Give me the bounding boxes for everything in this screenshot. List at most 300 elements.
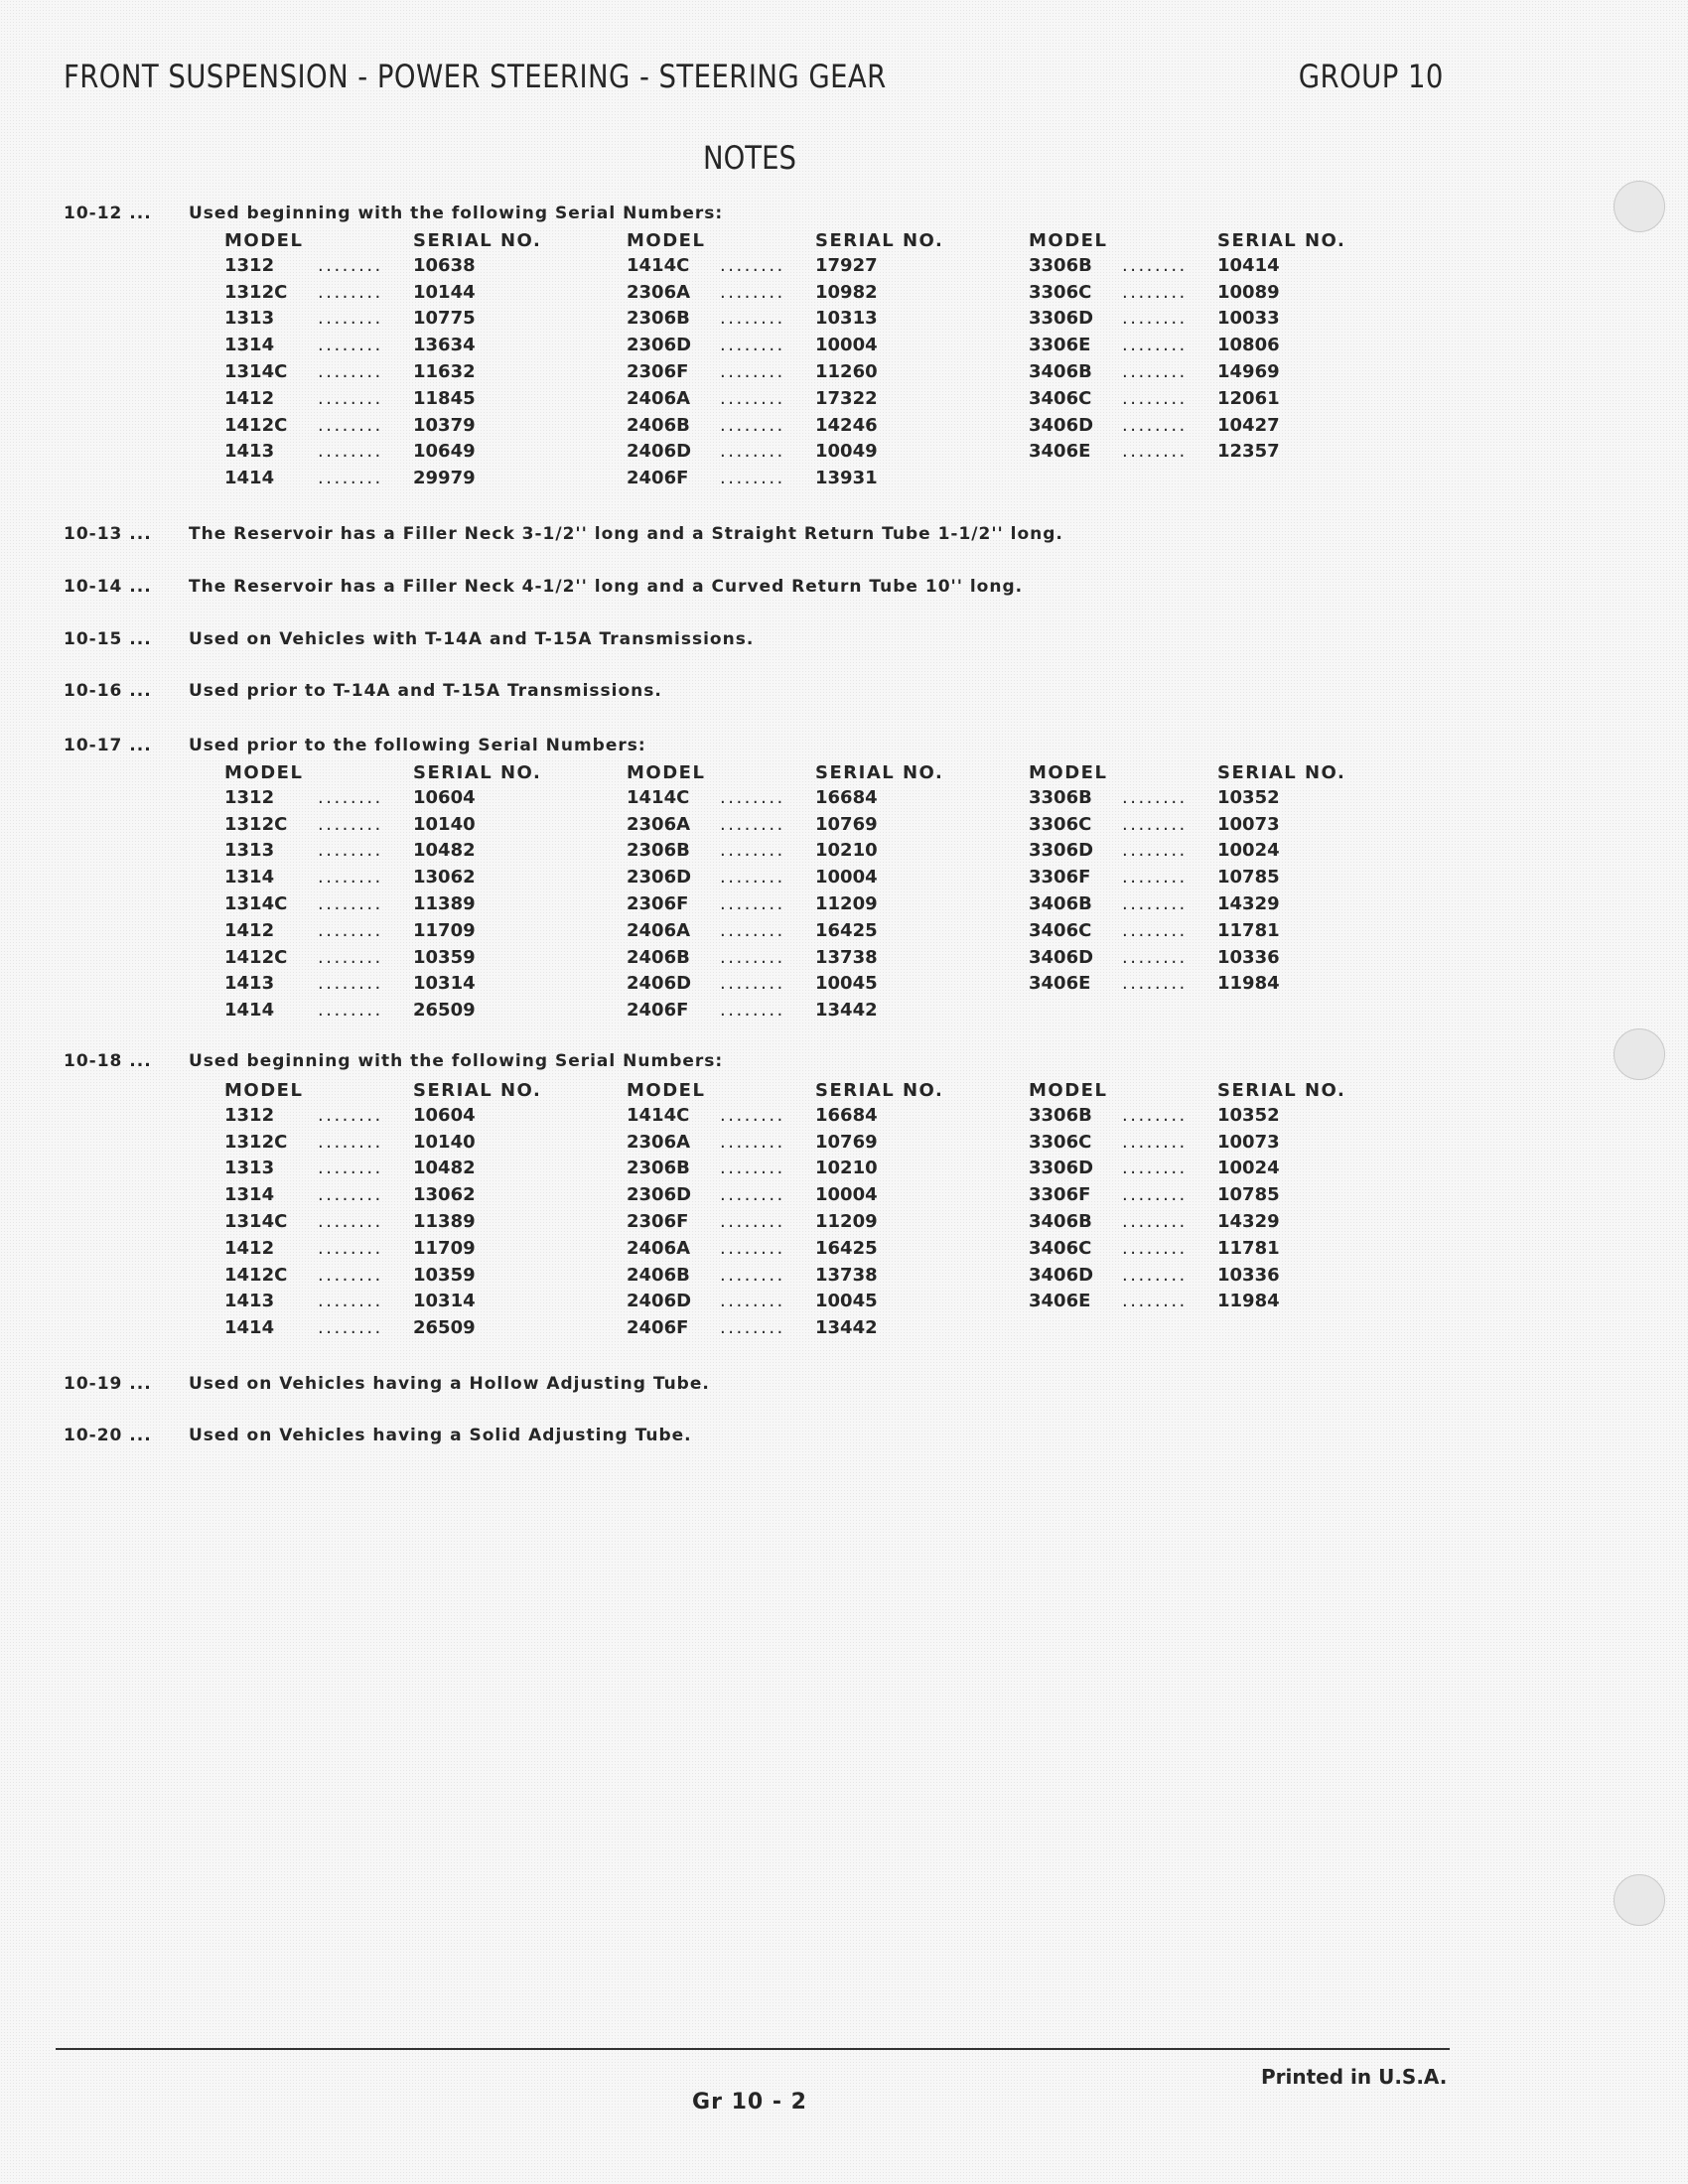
leader-dots: ........ [720, 1264, 785, 1286]
serial-cell: 13442 [815, 1000, 878, 1022]
table-row [224, 252, 1431, 279]
leader-dots: ........ [318, 813, 383, 835]
model-cell: 3406E [1029, 973, 1091, 995]
serial-column-header: SERIAL NO. [1217, 1079, 1346, 1101]
model-column-header: MODEL [627, 229, 706, 251]
model-cell: 3406D [1029, 414, 1094, 436]
model-cell: 3306D [1029, 1158, 1094, 1179]
model-cell: 1314C [224, 1211, 288, 1233]
serial-cell: 11984 [1217, 973, 1280, 995]
leader-dots: ........ [318, 893, 383, 915]
serial-cell: 10024 [1217, 840, 1280, 862]
leader-dots: ........ [1122, 1264, 1188, 1286]
table-row [224, 1181, 1431, 1208]
serial-cell: 10806 [1217, 335, 1280, 356]
leader-dots: ........ [1122, 1211, 1188, 1233]
model-cell: 3406C [1029, 387, 1092, 409]
note-10-19 [64, 1374, 710, 1394]
leader-dots: ........ [720, 1104, 785, 1126]
table-row [224, 385, 1431, 412]
note-ref: 10-17 ... [64, 736, 152, 755]
serial-cell: 11781 [1217, 1237, 1280, 1259]
note-10-13 [64, 524, 1063, 544]
model-cell: 3306E [1029, 335, 1091, 356]
leader-dots: ........ [720, 1291, 785, 1312]
note-text: Used prior to the following Serial Numbers: [189, 736, 646, 755]
model-cell: 3406B [1029, 893, 1092, 915]
model-column-header: MODEL [224, 229, 304, 251]
model-cell: 2306F [627, 893, 689, 915]
model-cell: 3306C [1029, 813, 1092, 835]
serial-table-10-18 [224, 1078, 1431, 1341]
leader-dots: ........ [1122, 335, 1188, 356]
model-cell: 3406E [1029, 441, 1091, 463]
leader-dots: ........ [720, 468, 785, 489]
model-cell: 1412C [224, 414, 288, 436]
leader-dots: ........ [318, 1184, 383, 1206]
serial-cell: 10004 [815, 867, 878, 888]
leader-dots: ........ [1122, 1291, 1188, 1312]
serial-cell: 10982 [815, 281, 878, 303]
serial-cell: 10785 [1217, 1184, 1280, 1206]
leader-dots: ........ [720, 867, 785, 888]
leader-dots: ........ [318, 335, 383, 356]
leader-dots: ........ [318, 1104, 383, 1126]
leader-dots: ........ [318, 973, 383, 995]
model-column-header: MODEL [1029, 229, 1108, 251]
table-row [224, 811, 1431, 838]
notes-heading: NOTES [703, 139, 796, 177]
leader-dots: ........ [318, 308, 383, 330]
serial-cell: 10352 [1217, 786, 1280, 808]
model-cell: 3406B [1029, 361, 1092, 383]
serial-table-10-17 [224, 760, 1431, 1024]
table-row [224, 838, 1431, 865]
leader-dots: ........ [720, 786, 785, 808]
model-cell: 1414 [224, 1000, 275, 1022]
serial-column-header: SERIAL NO. [413, 761, 542, 783]
binder-hole [1614, 1028, 1665, 1080]
note-10-12 [64, 204, 723, 223]
serial-cell: 11632 [413, 361, 476, 383]
leader-dots: ........ [318, 786, 383, 808]
table-row [224, 1289, 1431, 1315]
leader-dots: ........ [1122, 786, 1188, 808]
serial-cell: 13442 [815, 1317, 878, 1339]
model-cell: 2406A [627, 387, 691, 409]
model-column-header: MODEL [224, 1079, 304, 1101]
printed-in-usa: Printed in U.S.A. [1261, 2065, 1448, 2089]
serial-cell: 10604 [413, 786, 476, 808]
note-10-20 [64, 1426, 692, 1445]
note-10-14 [64, 577, 1023, 597]
leader-dots: ........ [1122, 281, 1188, 303]
model-cell: 1414 [224, 468, 275, 489]
table-row [224, 439, 1431, 466]
model-cell: 1412C [224, 1264, 288, 1286]
serial-column-header: SERIAL NO. [815, 761, 944, 783]
serial-cell: 12357 [1217, 441, 1280, 463]
leader-dots: ........ [1122, 308, 1188, 330]
model-column-header: MODEL [1029, 1079, 1108, 1101]
note-10-15 [64, 629, 754, 649]
binder-hole [1614, 181, 1665, 232]
leader-dots: ........ [720, 1131, 785, 1153]
table-row [224, 279, 1431, 306]
model-cell: 1314 [224, 335, 275, 356]
serial-cell: 26509 [413, 1000, 476, 1022]
serial-cell: 10049 [815, 441, 878, 463]
table-row [224, 1102, 1431, 1129]
model-cell: 1314 [224, 1184, 275, 1206]
serial-cell: 11209 [815, 893, 878, 915]
table-header-row [224, 228, 1431, 252]
table-header-row [224, 1078, 1431, 1102]
model-cell: 1313 [224, 840, 275, 862]
serial-table-10-12 [224, 228, 1431, 491]
leader-dots: ........ [720, 254, 785, 276]
serial-cell: 10604 [413, 1104, 476, 1126]
model-cell: 2406B [627, 414, 690, 436]
leader-dots: ........ [1122, 1237, 1188, 1259]
serial-cell: 10210 [815, 1158, 878, 1179]
leader-dots: ........ [1122, 441, 1188, 463]
serial-column-header: SERIAL NO. [815, 1079, 944, 1101]
note-text: Used on Vehicles with T-14A and T-15A Transmissions. [189, 629, 755, 649]
note-text: Used on Vehicles having a Solid Adjusting Tube. [189, 1426, 692, 1445]
model-cell: 2306A [627, 1131, 691, 1153]
note-text: The Reservoir has a Filler Neck 3-1/2'' long and a Straight Return Tube 1-1/2'' long. [189, 524, 1063, 544]
serial-cell: 11209 [815, 1211, 878, 1233]
serial-cell: 13062 [413, 1184, 476, 1206]
serial-cell: 10482 [413, 1158, 476, 1179]
model-cell: 2406F [627, 1317, 689, 1339]
serial-cell: 14969 [1217, 361, 1280, 383]
serial-cell: 10089 [1217, 281, 1280, 303]
serial-cell: 26509 [413, 1317, 476, 1339]
table-row [224, 890, 1431, 917]
table-row [224, 917, 1431, 944]
table-row [224, 1156, 1431, 1182]
leader-dots: ........ [720, 1237, 785, 1259]
model-cell: 1413 [224, 441, 275, 463]
serial-cell: 10359 [413, 946, 476, 968]
leader-dots: ........ [318, 281, 383, 303]
serial-cell: 10638 [413, 254, 476, 276]
page-header-title: FRONT SUSPENSION - POWER STEERING - STEERING GEAR [64, 58, 887, 95]
model-cell: 3406D [1029, 946, 1094, 968]
note-ref: 10-20 ... [64, 1426, 152, 1445]
model-cell: 1412C [224, 946, 288, 968]
note-ref: 10-18 ... [64, 1051, 152, 1071]
table-row [224, 944, 1431, 971]
leader-dots: ........ [720, 1158, 785, 1179]
leader-dots: ........ [318, 867, 383, 888]
serial-cell: 11781 [1217, 919, 1280, 941]
leader-dots: ........ [318, 1000, 383, 1022]
leader-dots: ........ [720, 1184, 785, 1206]
note-text: Used beginning with the following Serial Numbers: [189, 1051, 724, 1071]
leader-dots: ........ [318, 254, 383, 276]
model-cell: 1413 [224, 973, 275, 995]
leader-dots: ........ [720, 414, 785, 436]
model-cell: 1312C [224, 813, 288, 835]
serial-cell: 10140 [413, 1131, 476, 1153]
model-cell: 3306B [1029, 786, 1092, 808]
leader-dots: ........ [720, 361, 785, 383]
serial-cell: 10033 [1217, 308, 1280, 330]
table-row [224, 1314, 1431, 1341]
model-cell: 2406F [627, 468, 689, 489]
note-ref: 10-14 ... [64, 577, 152, 597]
serial-cell: 10359 [413, 1264, 476, 1286]
model-cell: 1414C [627, 786, 690, 808]
binder-hole [1614, 1874, 1665, 1926]
model-cell: 2306D [627, 867, 692, 888]
model-cell: 2406B [627, 1264, 690, 1286]
model-cell: 2306B [627, 840, 690, 862]
serial-cell: 11845 [413, 387, 476, 409]
model-cell: 3406C [1029, 1237, 1092, 1259]
leader-dots: ........ [1122, 840, 1188, 862]
serial-cell: 11389 [413, 1211, 476, 1233]
model-cell: 3306C [1029, 1131, 1092, 1153]
leader-dots: ........ [720, 946, 785, 968]
model-cell: 2406A [627, 919, 691, 941]
page-number: Gr 10 - 2 [692, 2090, 807, 2115]
model-cell: 2406B [627, 946, 690, 968]
model-column-header: MODEL [224, 761, 304, 783]
serial-cell: 16425 [815, 919, 878, 941]
model-cell: 1412 [224, 1237, 275, 1259]
serial-cell: 17322 [815, 387, 878, 409]
note-ref: 10-12 ... [64, 204, 152, 223]
serial-cell: 10210 [815, 840, 878, 862]
table-row [224, 306, 1431, 333]
footer-rule [56, 2048, 1450, 2050]
note-10-17 [64, 736, 646, 755]
model-cell: 2406D [627, 973, 692, 995]
model-cell: 3306F [1029, 867, 1091, 888]
leader-dots: ........ [1122, 414, 1188, 436]
serial-cell: 10004 [815, 335, 878, 356]
leader-dots: ........ [318, 1131, 383, 1153]
serial-column-header: SERIAL NO. [815, 229, 944, 251]
leader-dots: ........ [1122, 387, 1188, 409]
serial-cell: 29979 [413, 468, 476, 489]
table-row [224, 971, 1431, 998]
model-column-header: MODEL [627, 761, 706, 783]
leader-dots: ........ [318, 441, 383, 463]
serial-cell: 14329 [1217, 1211, 1280, 1233]
model-cell: 2306A [627, 813, 691, 835]
leader-dots: ........ [318, 468, 383, 489]
leader-dots: ........ [720, 387, 785, 409]
note-text: The Reservoir has a Filler Neck 4-1/2'' long and a Curved Return Tube 10'' long. [189, 577, 1024, 597]
model-cell: 2306F [627, 1211, 689, 1233]
leader-dots: ........ [318, 919, 383, 941]
serial-cell: 13738 [815, 1264, 878, 1286]
serial-cell: 10313 [815, 308, 878, 330]
model-cell: 3306D [1029, 308, 1094, 330]
leader-dots: ........ [1122, 254, 1188, 276]
table-row [224, 1235, 1431, 1262]
serial-cell: 10427 [1217, 414, 1280, 436]
serial-cell: 10073 [1217, 1131, 1280, 1153]
serial-cell: 16684 [815, 786, 878, 808]
serial-cell: 11260 [815, 361, 878, 383]
serial-cell: 10144 [413, 281, 476, 303]
serial-cell: 11389 [413, 893, 476, 915]
note-ref: 10-13 ... [64, 524, 152, 544]
note-text: Used on Vehicles having a Hollow Adjusting Tube. [189, 1374, 710, 1394]
model-cell: 2406D [627, 1291, 692, 1312]
serial-cell: 10414 [1217, 254, 1280, 276]
serial-cell: 17927 [815, 254, 878, 276]
leader-dots: ........ [1122, 973, 1188, 995]
table-row [224, 784, 1431, 811]
leader-dots: ........ [1122, 1158, 1188, 1179]
leader-dots: ........ [1122, 893, 1188, 915]
leader-dots: ........ [318, 361, 383, 383]
leader-dots: ........ [720, 893, 785, 915]
leader-dots: ........ [720, 441, 785, 463]
model-cell: 1312 [224, 1104, 275, 1126]
serial-column-header: SERIAL NO. [1217, 761, 1346, 783]
leader-dots: ........ [318, 1158, 383, 1179]
leader-dots: ........ [720, 1211, 785, 1233]
leader-dots: ........ [720, 840, 785, 862]
leader-dots: ........ [1122, 919, 1188, 941]
serial-cell: 10649 [413, 441, 476, 463]
model-cell: 2306B [627, 1158, 690, 1179]
note-ref: 10-16 ... [64, 681, 152, 701]
note-ref: 10-19 ... [64, 1374, 152, 1394]
serial-cell: 10314 [413, 1291, 476, 1312]
serial-cell: 10379 [413, 414, 476, 436]
model-cell: 1412 [224, 387, 275, 409]
model-cell: 1312C [224, 1131, 288, 1153]
leader-dots: ........ [720, 813, 785, 835]
serial-cell: 10073 [1217, 813, 1280, 835]
leader-dots: ........ [318, 1317, 383, 1339]
table-row [224, 1208, 1431, 1235]
leader-dots: ........ [720, 1317, 785, 1339]
leader-dots: ........ [318, 946, 383, 968]
leader-dots: ........ [318, 840, 383, 862]
serial-cell: 10775 [413, 308, 476, 330]
serial-cell: 14329 [1217, 893, 1280, 915]
leader-dots: ........ [1122, 1104, 1188, 1126]
model-cell: 3306C [1029, 281, 1092, 303]
model-cell: 1314C [224, 893, 288, 915]
serial-cell: 16425 [815, 1237, 878, 1259]
model-cell: 1414C [627, 254, 690, 276]
model-cell: 1413 [224, 1291, 275, 1312]
model-cell: 3306F [1029, 1184, 1091, 1206]
serial-column-header: SERIAL NO. [413, 1079, 542, 1101]
leader-dots: ........ [1122, 1184, 1188, 1206]
model-cell: 1314C [224, 361, 288, 383]
serial-cell: 10004 [815, 1184, 878, 1206]
model-column-header: MODEL [1029, 761, 1108, 783]
note-text: Used beginning with the following Serial Numbers: [189, 204, 724, 223]
leader-dots: ........ [720, 308, 785, 330]
serial-cell: 10336 [1217, 946, 1280, 968]
model-cell: 2406F [627, 1000, 689, 1022]
serial-cell: 10140 [413, 813, 476, 835]
note-10-18 [64, 1051, 723, 1071]
model-cell: 1314 [224, 867, 275, 888]
model-cell: 3406D [1029, 1264, 1094, 1286]
model-cell: 1313 [224, 308, 275, 330]
model-cell: 2306F [627, 361, 689, 383]
serial-cell: 10045 [815, 1291, 878, 1312]
leader-dots: ........ [720, 973, 785, 995]
serial-cell: 16684 [815, 1104, 878, 1126]
model-cell: 3406E [1029, 1291, 1091, 1312]
model-cell: 2306B [627, 308, 690, 330]
model-cell: 2306A [627, 281, 691, 303]
leader-dots: ........ [1122, 813, 1188, 835]
serial-cell: 10336 [1217, 1264, 1280, 1286]
leader-dots: ........ [318, 1237, 383, 1259]
serial-cell: 14246 [815, 414, 878, 436]
serial-cell: 10769 [815, 1131, 878, 1153]
table-row [224, 997, 1431, 1024]
model-cell: 2306D [627, 335, 692, 356]
leader-dots: ........ [1122, 1131, 1188, 1153]
leader-dots: ........ [318, 1264, 383, 1286]
serial-cell: 13931 [815, 468, 878, 489]
model-cell: 1412 [224, 919, 275, 941]
leader-dots: ........ [720, 281, 785, 303]
leader-dots: ........ [720, 335, 785, 356]
serial-column-header: SERIAL NO. [413, 229, 542, 251]
serial-cell: 10024 [1217, 1158, 1280, 1179]
model-cell: 1312 [224, 254, 275, 276]
table-row [224, 1262, 1431, 1289]
leader-dots: ........ [720, 1000, 785, 1022]
table-row [224, 358, 1431, 385]
table-row [224, 332, 1431, 358]
table-row [224, 864, 1431, 890]
note-10-16 [64, 681, 662, 701]
model-cell: 1414C [627, 1104, 690, 1126]
model-cell: 2306D [627, 1184, 692, 1206]
serial-cell: 11709 [413, 919, 476, 941]
model-cell: 1313 [224, 1158, 275, 1179]
serial-cell: 13062 [413, 867, 476, 888]
table-row [224, 412, 1431, 439]
serial-cell: 12061 [1217, 387, 1280, 409]
table-row [224, 465, 1431, 491]
serial-cell: 13738 [815, 946, 878, 968]
leader-dots: ........ [318, 414, 383, 436]
leader-dots: ........ [1122, 946, 1188, 968]
serial-cell: 10045 [815, 973, 878, 995]
model-column-header: MODEL [627, 1079, 706, 1101]
leader-dots: ........ [318, 1291, 383, 1312]
model-cell: 3406B [1029, 1211, 1092, 1233]
model-cell: 1312 [224, 786, 275, 808]
serial-cell: 10352 [1217, 1104, 1280, 1126]
model-cell: 1414 [224, 1317, 275, 1339]
serial-cell: 11984 [1217, 1291, 1280, 1312]
note-text: Used prior to T-14A and T-15A Transmissions. [189, 681, 662, 701]
leader-dots: ........ [318, 1211, 383, 1233]
serial-cell: 11709 [413, 1237, 476, 1259]
